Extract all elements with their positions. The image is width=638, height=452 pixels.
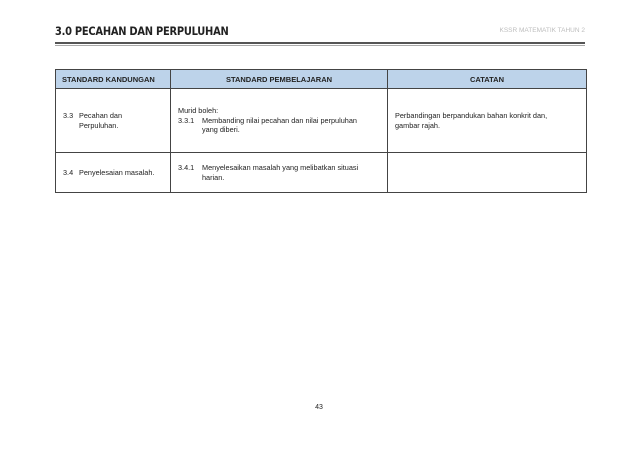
catatan-text: Perbandingan berpandukan bahan konkrit dan,: [395, 111, 548, 120]
pembelajaran-number: 3.4.1: [178, 163, 195, 172]
cell-catatan: [388, 153, 587, 193]
header-divider-thin: [55, 45, 585, 46]
column-header-catatan: CATATAN: [388, 70, 587, 89]
cell-standard-pembelajaran: [171, 153, 388, 193]
kandungan-text-cont: Perpuluhan.: [79, 120, 119, 130]
kandungan-text: Pecahan dan: [79, 111, 123, 120]
column-header-standard-pembelajaran: STANDARD PEMBELAJARAN: [171, 70, 388, 89]
cell-standard-kandungan: [56, 153, 171, 193]
pembelajaran-text-cont: harian.: [202, 172, 225, 182]
kandungan-number: 3.4: [63, 167, 74, 177]
curriculum-table: [55, 69, 587, 193]
catatan-text-cont: gambar rajah.: [395, 120, 441, 130]
column-header-standard-kandungan: STANDARD KANDUNGAN: [56, 70, 171, 89]
pembelajaran-text: Menyelesaikan masalah yang melibatkan situasi: [202, 163, 359, 172]
pembelajaran-text-cont: yang diberi.: [202, 125, 240, 135]
document-subtitle: KSSR MATEMATIK TAHUN 2: [499, 27, 585, 34]
pembelajaran-number: 3.3.1: [178, 115, 195, 125]
page-title: 3.0 PECAHAN DAN PERPULUHAN: [55, 24, 229, 38]
pembelajaran-intro: Murid boleh:: [178, 106, 219, 116]
page-number: 43: [315, 404, 323, 411]
pembelajaran-text: Membanding nilai pecahan dan nilai perpuluhan: [202, 115, 357, 125]
cell-catatan: [388, 89, 587, 153]
header-divider: [55, 42, 585, 44]
cell-standard-kandungan: [56, 89, 171, 153]
table-row: [56, 89, 587, 153]
page-header: [55, 24, 585, 42]
kandungan-number: 3.3: [63, 111, 74, 120]
cell-standard-pembelajaran: [171, 89, 388, 153]
table-row: [56, 153, 587, 193]
kandungan-text: Penyelesaian masalah.: [79, 167, 155, 177]
table-header-row: [56, 70, 587, 89]
